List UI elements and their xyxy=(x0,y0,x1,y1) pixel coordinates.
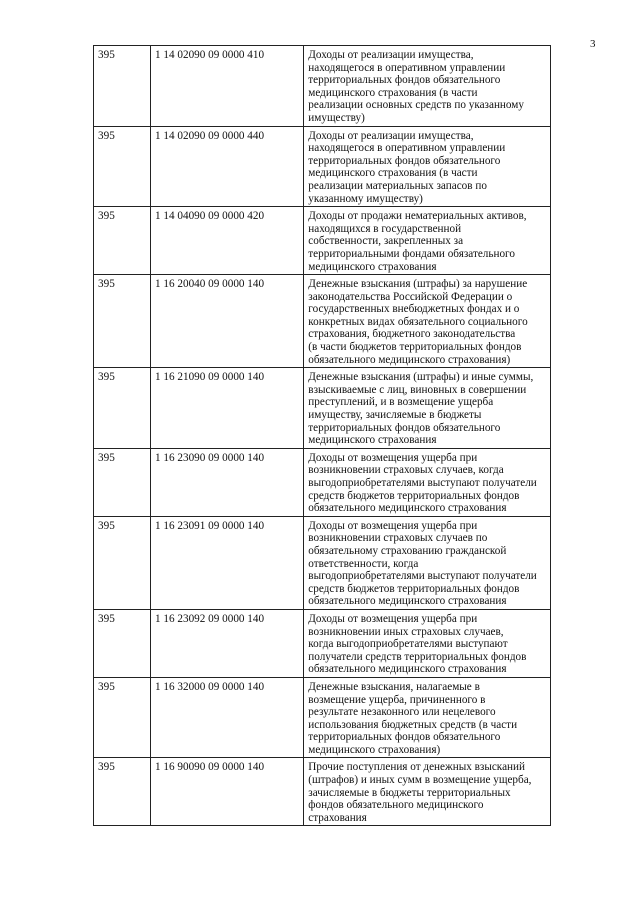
revenue-name-line: фондов обязательного медицинского xyxy=(308,799,484,812)
revenue-name-line: Денежные взыскания (штрафы) и иные суммы, xyxy=(308,371,534,384)
revenue-name-line: выгодоприобретателями выступают получатели xyxy=(308,570,537,583)
revenue-name-line: законодательства Российской Федерации о xyxy=(308,290,513,303)
budget-code-cell: 1 16 90090 09 0000 140 xyxy=(151,758,304,826)
admin-code-cell: 395 xyxy=(94,448,151,516)
revenue-name-line: медицинского страхования (в части xyxy=(308,86,478,99)
revenue-name-line: страхования, бюджетного законодательства xyxy=(308,328,516,341)
revenue-name-line: имуществу) xyxy=(308,111,365,124)
revenue-name-line: Доходы от реализации имущества, xyxy=(308,49,474,61)
table-row xyxy=(94,758,551,826)
revenue-name-line: (штрафов) и иных сумм в возмещение ущерба, xyxy=(308,774,532,787)
revenue-name-line: реализации основных средств по указанному xyxy=(308,99,524,112)
revenue-name-line: Доходы от возмещения ущерба при xyxy=(308,451,478,464)
revenue-name-line: возникновении страховых случаев по xyxy=(308,532,488,545)
table-row xyxy=(94,677,551,758)
revenue-name-cell xyxy=(304,275,551,368)
revenue-name-line: государственных внебюджетных фондах и о xyxy=(308,303,520,316)
table-row xyxy=(94,46,551,127)
revenue-name-line: находящегося в оперативном управлении xyxy=(308,142,506,155)
revenue-name-line: территориальных фондов обязательного xyxy=(308,421,501,434)
admin-code-cell: 395 xyxy=(94,46,151,127)
revenue-name-line: Прочие поступления от денежных взысканий xyxy=(308,761,525,774)
revenue-name-line: использования бюджетных средств (в части xyxy=(308,718,518,731)
revenue-name-line: Доходы от реализации имущества, xyxy=(308,129,474,142)
budget-code-cell: 1 16 20040 09 0000 140 xyxy=(151,275,304,368)
table-row xyxy=(94,275,551,368)
table-row xyxy=(94,368,551,449)
budget-code-cell: 1 14 04090 09 0000 420 xyxy=(151,207,304,275)
revenue-name-line: зачисляемые в бюджеты территориальных xyxy=(308,786,511,799)
table-row xyxy=(94,609,551,677)
revenue-name-line: Доходы от возмещения ущерба при xyxy=(308,612,478,625)
budget-code-cell: 1 14 02090 09 0000 410 xyxy=(151,46,304,127)
revenue-name-cell xyxy=(304,207,551,275)
revenue-name-line: имуществу, зачисляемые в бюджеты xyxy=(308,409,482,422)
budget-code-cell: 1 16 23090 09 0000 140 xyxy=(151,448,304,516)
revenue-name-line: медицинского страхования) xyxy=(308,743,441,756)
revenue-name-cell xyxy=(304,46,551,127)
revenue-name-line: указанному имуществу) xyxy=(308,192,423,205)
budget-code-cell: 1 16 23091 09 0000 140 xyxy=(151,516,304,609)
revenue-name-line: возникновении страховых случаев, когда xyxy=(308,464,504,477)
revenue-name-line: когда выгодоприобретателями выступают xyxy=(308,638,508,651)
revenue-name-line: Денежные взыскания (штрафы) за нарушение xyxy=(308,278,528,291)
revenue-name-line: находящихся в государственной xyxy=(308,222,462,235)
revenue-name-line: медицинского страхования xyxy=(308,434,437,447)
table-row xyxy=(94,207,551,275)
revenue-name-line: преступлений, и в возмещение ущерба xyxy=(308,396,494,409)
revenue-name-cell xyxy=(304,516,551,609)
revenue-name-line: Денежные взыскания, налагаемые в xyxy=(308,680,480,693)
revenue-classification-table xyxy=(93,45,551,826)
revenue-name-line: территориальных фондов обязательного xyxy=(308,154,501,167)
revenue-name-line: реализации материальных запасов по xyxy=(308,179,487,192)
revenue-name-cell xyxy=(304,758,551,826)
admin-code-cell: 395 xyxy=(94,275,151,368)
revenue-name-line: средств бюджетов территориальных фондов xyxy=(308,582,520,595)
admin-code-cell: 395 xyxy=(94,126,151,207)
revenue-name-line: результате незаконного или нецелевого xyxy=(308,706,496,719)
revenue-name-line: возникновении иных страховых случаев, xyxy=(308,625,504,638)
budget-code-cell: 1 16 21090 09 0000 140 xyxy=(151,368,304,449)
revenue-name-cell xyxy=(304,126,551,207)
revenue-name-line: Доходы от продажи нематериальных активов, xyxy=(308,210,527,223)
table-row xyxy=(94,448,551,516)
revenue-name-line: средств бюджетов территориальных фондов xyxy=(308,489,520,502)
revenue-name-line: возмещение ущерба, причиненного в xyxy=(308,693,486,706)
revenue-name-line: получатели средств территориальных фондов xyxy=(308,650,527,663)
budget-code-cell: 1 16 32000 09 0000 140 xyxy=(151,677,304,758)
revenue-name-line: обязательного медицинского страхования xyxy=(308,663,507,676)
revenue-name-line: собственности, закрепленных за xyxy=(308,235,464,248)
revenue-name-line: обязательного медицинского страхования xyxy=(308,595,507,608)
page-number: 3 xyxy=(590,38,596,50)
revenue-name-cell xyxy=(304,368,551,449)
revenue-name-line: взыскиваемые с лиц, виновных в совершении xyxy=(308,383,527,396)
revenue-name-line: обязательному страхованию гражданской xyxy=(308,544,507,557)
revenue-name-line: Доходы от возмещения ущерба при xyxy=(308,519,478,532)
revenue-name-line: обязательного медицинского страхования xyxy=(308,502,507,515)
admin-code-cell: 395 xyxy=(94,516,151,609)
revenue-name-line: территориальных фондов обязательного xyxy=(308,731,501,744)
admin-code-cell: 395 xyxy=(94,677,151,758)
revenue-name-cell xyxy=(304,609,551,677)
revenue-name-line: территориальных фондов обязательного xyxy=(308,74,501,87)
admin-code-cell: 395 xyxy=(94,758,151,826)
revenue-name-line: территориальными фондами обязательного xyxy=(308,247,515,260)
budget-code-cell: 1 14 02090 09 0000 440 xyxy=(151,126,304,207)
revenue-name-line: страхования xyxy=(308,811,367,824)
budget-code-cell: 1 16 23092 09 0000 140 xyxy=(151,609,304,677)
revenue-name-cell xyxy=(304,677,551,758)
admin-code-cell: 395 xyxy=(94,207,151,275)
revenue-name-line: обязательного медицинского страхования) xyxy=(308,353,511,366)
revenue-name-line: ответственности, когда xyxy=(308,557,419,570)
revenue-name-line: конкретных видах обязательного социального xyxy=(308,315,528,328)
table-row xyxy=(94,516,551,609)
revenue-name-line: выгодоприобретателями выступают получатели xyxy=(308,477,537,489)
admin-code-cell: 395 xyxy=(94,609,151,677)
admin-code-cell: 395 xyxy=(94,368,151,449)
table-body xyxy=(94,46,551,826)
table-row xyxy=(94,126,551,207)
revenue-name-line: (в части бюджетов территориальных фондов xyxy=(308,341,522,354)
revenue-name-line: медицинского страхования xyxy=(308,260,437,273)
revenue-name-cell xyxy=(304,448,551,516)
revenue-name-line: находящегося в оперативном управлении xyxy=(308,61,506,74)
revenue-name-line: медицинского страхования (в части xyxy=(308,167,478,180)
